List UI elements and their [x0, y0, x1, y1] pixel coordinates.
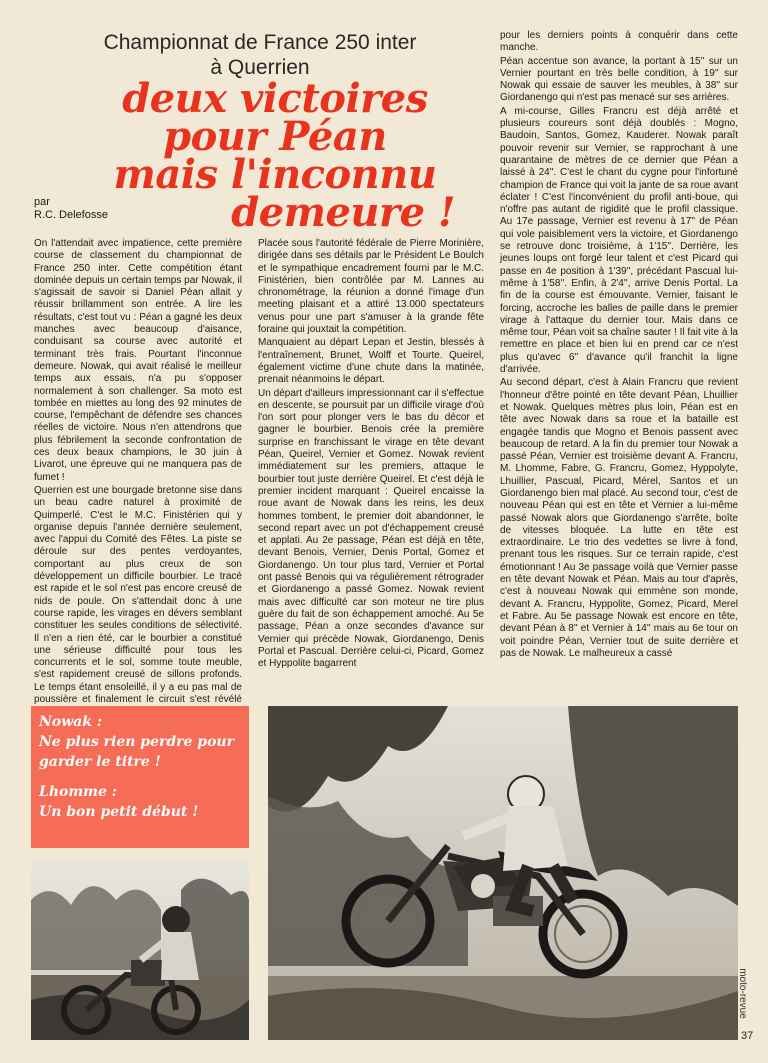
paragraph: Placée sous l'autorité fédérale de Pierre Morinière, dirigée dans ses détails par le Président Le Boulch et le sympathique encadrement fourni par le M.C. Finistérien, bien contrôlée par M. Lannes au chronométrage, la réunion a donné l'image d'un meeting plaisant et a attiré 13.000 spectateurs venus pour une part s'amuser à la grande fête foraine qui jouxtait la compétition. [258, 238, 484, 336]
paragraph: pour les derniers points à conquérir dans cette manche. [500, 30, 738, 54]
magazine-name-vertical [736, 960, 759, 1030]
byline [34, 196, 108, 222]
callout-rider: Lhomme : [39, 784, 117, 800]
quote-callout [31, 706, 249, 848]
byline-prefix: par [34, 196, 50, 208]
paragraph: Querrien est une bourgade bretonne sise dans un beau cadre naturel à proximité de Quimperlé. C'est le M.C. Finistérien qui y organise depuis l'année dernière seulement, avec l'appui du Comité des Fêtes. La piste se déroule sur des pentes verdoyantes, comportant au plus creux de son développement un difficile bourbier. Le tracé est rapide et le sol n'est pas encore creusé de nids de poule. On s'attendait donc à une course rapide, les virages en dévers semblant constituer les seules conditions de sélectivité. Il n'en a rien été, car le bourbier a constitué une sérieuse difficulté pour tous les concurrents et le sol, somme toute meuble, s'est rapidement creusé de sillons profonds. Le temps étant ensoleillé, il y a eu pas mal de poussière et finalement le circuit s'est révélé [34, 484, 242, 705]
paragraph: On l'attendait avec impatience, cette première course de classement du championnat de France 250 inter. Cette compétition étant dominée depuis un certain temps par Nowak, il s'agissait de savoir si Daniel Péan allait y réussir brillamment son entrée. A lire les résultats, c'est tout vu : Péan a gagné les deux manches avec beaucoup d'aisance, conduisant sa course avec autorité et terminant très frais. Pourtant l'inconnue demeure. Nowak, qui avait réalisé le meilleur temps aux essais, n'a pu s'opposer normalement à son challenger. Sa moto est tombée en miettes au long des 92 minutes de course, l'empêchant de défendre ses chances réelles de victoire. Nous n'en attendrons que plus fébrilement la seconde confrontation de ces deux beaux champions, le 30 juin à Livarot, une épreuve qui ne manquera pas de fumet ! [34, 238, 242, 483]
photo-rider-jump [268, 706, 738, 1040]
kicker-line-2: à Querrien [210, 56, 310, 79]
headline-line-2: pour Péan [163, 113, 387, 160]
text-column-2 [258, 238, 484, 688]
paragraph: Péan accentue son avance, la portant à 15'' sur un Vernier pourtant en très belle condition, à 19'' sur Nowak qui essaie de sauver les meubles, à 38'' sur Giordanengo qui n'est pas menacé sur ses arrières. [500, 55, 738, 104]
article-headline [55, 75, 495, 236]
callout-item [39, 782, 249, 822]
paragraph: Au second départ, c'est à Alain Francru que revient l'honneur d'être pointé en tête devant Péan, Lhuillier et Nowak. Quelques mètres plus loin, Péan est en tête avec Nowak dans sa roue et la bataille est engagée tandis que Mogno et Benois passent avec beaucoup de retard. A la fin du premier tour Nowak a passé Péan, Vernier est troisième devant A. Francru, M. Lhomme, Fabre, G. Francru, Gomez, Hyppolyte, Lhuillier, Pascual, Picard, Mérel, Santos et un Giordanengo bien mal placé. Au second tour, c'est de nouveau Péan qui est en tête et Vernier a lui-même passé Nowak alors que Giordanengo s'arrête, boîte de vitesses bloquée. La lutte en tête est extraordinaire. Le trio des vedettes se livre à fond, prenant tous les risques. Sur ce terrain rapide, c'est émotionnant ! Au 3e passage voilà que Vernier passe en tête devant Nowak et Péan. Mais au tour d'après, c'est à nouveau Nowak qui emmène son monde, devant A. Francru, Hyppolite, Gomez, Picard, Merel et Fabre. Au 5e passage Nowak est encore en tête, devant Péan à 8'' et Vernier à 14'' mais au 6e tour on voit poindre Péan, Vernier tout de suite derrière et pas de Nowak. Le malheureux a cassé [500, 377, 738, 659]
callout-item [39, 712, 249, 772]
callout-quote: Un bon petit début ! [39, 804, 199, 820]
kicker-line-1: Championnat de France 250 inter [103, 31, 417, 54]
motocross-photo-large [268, 706, 738, 1040]
text-column-3 [500, 30, 738, 698]
magazine-name: moto-revue [736, 968, 748, 1019]
paragraph: A mi-course, Gilles Francru est déjà arrêté et plusieurs coureurs sont déjà doublés : Mogno, Baudoin, Santos, Gomez, Kauderer. Nowak paraît pouvoir revenir sur Vernier, se rapprochant à une quarantaine de mètres de ce dernier que Péan a laissé à 24''. C'est le chant du cygne pour l'infortuné champion de France qui voit la jante de sa roue avant éclater ! C'est l'inconvénient du profil anti-boue, qui n'offre pas autant de rigidité que le profil classique. Au 17e passage, Vernier est revenu à 17'' de Péan qui vole paisiblement vers la victoire, et Giordanengo se retrouve donc troisième, à 1'15''. Derrière, les jeunes loups ont forgé leur talent et c'est Picard qui passe en 4e position à 1'39'', précédant Pascual lui-même à 1'58''. Enfin, à 2'4'', arrive Denis Portal. La fin de la course est émouvante. Vernier, faisant le forcing, accroche les balles de paille dans le premier virage à l'attaque du dernier tour. Mais dans ce même tour, Péan voit sa chaîne sauter ! Il fait vite à la remettre en place et bien lui en prend car ce n'est plus qu'avec 6'' d'avance qu'il franchit la ligne d'arrivée. [500, 105, 738, 376]
callout-quote: Ne plus rien perdre pour garder le titre ! [39, 734, 234, 770]
paragraph: Manquaient au départ Lepan et Jestin, blessés à l'entraînement, Brunet, Wolff et Tourte. Queirel, également victime d'une chute dans la matinée, prenait néanmoins le départ. [258, 337, 484, 386]
photo-rider-small [31, 860, 249, 1040]
callout-rider: Nowak : [39, 714, 102, 730]
motocross-photo-small [31, 860, 249, 1040]
page-number: 37 [741, 1030, 754, 1042]
byline-author: R.C. Delefosse [34, 209, 108, 221]
headline-line-1: deux victoires [122, 75, 428, 122]
headline-line-3: mais l'inconnu [113, 151, 437, 198]
text-column-1 [34, 238, 242, 705]
article-kicker [40, 30, 480, 80]
paragraph: Un départ d'ailleurs impressionnant car il s'effectue en descente, se poursuit par un difficile virage d'où l'on sort pour plonger vers le bas du décor et gagner le bourbier. Benois crée la première surprise en franchissant le virage en tête devant Péan, Queirel, Vernier et Gomez. Nowak revient immédiatement sur les premiers, attaque le bourbier tout juste derrière Queirel. Et c'est déjà le premier incident marquant : Queirel encaisse la roue avant de Nowak dans les reins, les deux hommes tombent, le premier doit abandonner, le second repart avec un pot d'échappement creusé et applati. Au 2e passage, Péan est déjà en tête, devant Benois, Vernier, Denis Portal, Gomez et Giordanengo. Un tour plus tard, Vernier et Portal ont passé Benois qui va régulièrement rétrograder et Giordanengo a passé Gomez. Nowak revient mais avec difficulté car son moteur ne tire plus guère du fait de son échappement amoché. Au 5e passage, Péan a onze secondes d'avance sur Vernier qui précède Nowak, Giordanengo, Denis Portal et Pascual. Derrière celui-ci, Picard, Gomez et Hyppolite bagarrent [258, 387, 484, 670]
headline-line-4: demeure ! [231, 189, 455, 236]
